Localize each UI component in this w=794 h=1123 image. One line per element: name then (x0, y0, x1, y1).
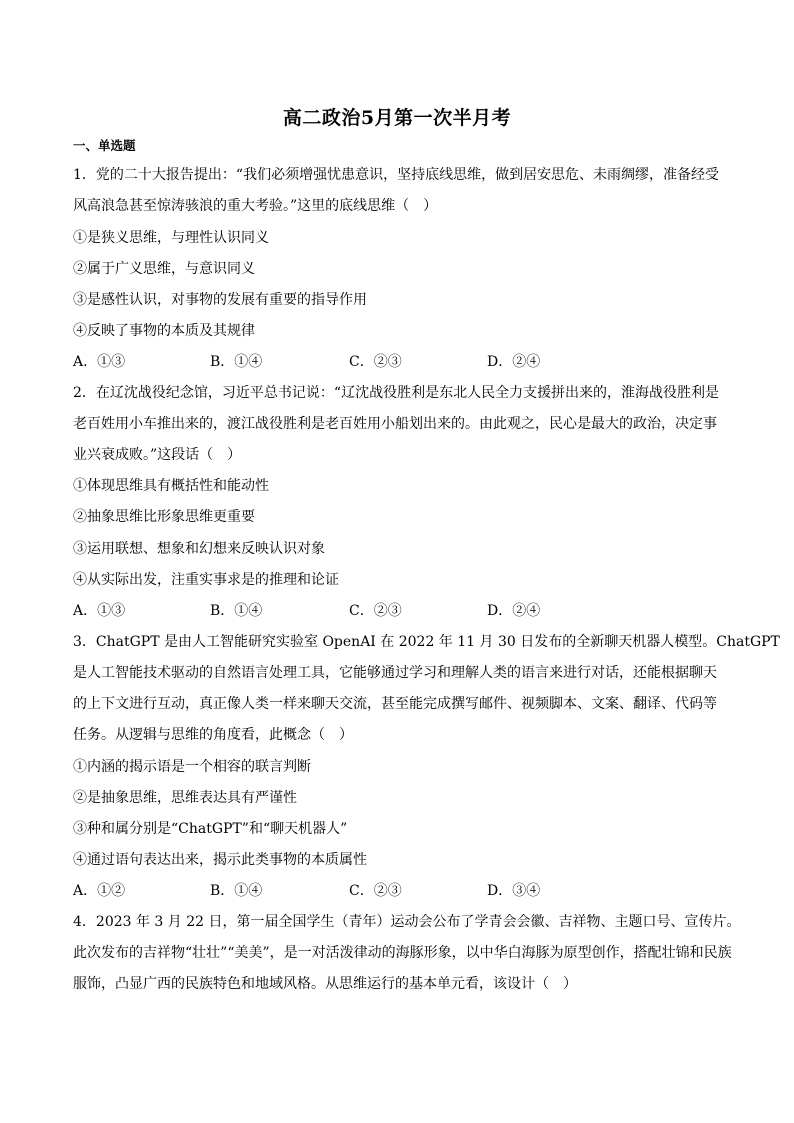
question-3-statement-3: ③种和属分别是“ChatGPT”和“聊天机器人” (73, 821, 348, 837)
option-d: D．③④ (487, 883, 541, 899)
question-4-stem-line-3: 服饰，凸显广西的民族特色和地域风格。从思维运行的基本单元看，该设计（ ） (73, 976, 577, 992)
option-a: A．①③ (73, 603, 126, 619)
option-b: B．①④ (210, 883, 263, 899)
question-4-stem-line-2: 此次发布的吉祥物“壮壮”“美美”，是一对活泼律动的海豚形象，以中华白海豚为原型创作，搭配壮锦和民族 (73, 945, 732, 961)
option-d: D．②④ (487, 603, 541, 619)
option-c: C．②③ (349, 354, 402, 370)
question-3-stem-line-2: 是人工智能技术驱动的自然语言处理工具，它能够通过学习和理解人类的语言来进行对话，还能根据聊天 (73, 665, 717, 681)
question-2-stem-line-1: 2．在辽沈战役纪念馆，习近平总书记说：“辽沈战役胜利是东北人民全力支援拼出来的，淮海战役胜利是 (73, 385, 720, 401)
question-3-stem-line-1: 3．ChatGPT 是由人工智能研究实验室 OpenAI 在 2022 年 11 月 30 日发布的全新聊天机器人模型。ChatGPT (73, 634, 780, 650)
question-3-statement-2: ②是抽象思维，思维表达具有严谨性 (73, 790, 297, 806)
option-c: C．②③ (349, 883, 402, 899)
option-c: C．②③ (349, 603, 402, 619)
question-2-stem-line-2: 老百姓用小车推出来的，渡江战役胜利是老百姓用小船划出来的。由此观之，民心是最大的政治，决定事 (73, 416, 717, 432)
option-d: D．②④ (487, 354, 541, 370)
question-2-stem-line-3: 业兴衰成败。”这段话（ ） (73, 447, 242, 463)
question-3-stem-line-4: 任务。从逻辑与思维的角度看，此概念（ ） (73, 727, 353, 743)
question-3-statement-4: ④通过语句表达出来，揭示此类事物的本质属性 (73, 852, 367, 868)
question-1-statement-1: ①是狭义思维，与理性认识同义 (73, 230, 269, 246)
question-3-options (73, 881, 723, 901)
question-1-stem-line-2: 风高浪急甚至惊涛骇浪的重大考验。”这里的底线思维（ ） (73, 198, 438, 214)
question-2-statement-1: ①体现思维具有概括性和能动性 (73, 478, 269, 494)
question-1-options (73, 352, 723, 372)
question-1-stem-line-1: 1．党的二十大报告提出：“我们必须增强忧患意识，坚持底线思维，做到居安思危、未雨绸缪，准备经受 (73, 167, 720, 183)
question-2-statement-4: ④从实际出发，注重实事求是的推理和论证 (73, 572, 339, 588)
question-1-statement-2: ②属于广义思维，与意识同义 (73, 261, 255, 277)
option-a: A．①③ (73, 354, 126, 370)
option-b: B．①④ (210, 603, 263, 619)
question-3-stem-line-3: 的上下文进行互动，真正像人类一样来聊天交流，甚至能完成撰写邮件、视频脚本、文案、翻译、代码等 (73, 696, 717, 712)
option-b: B．①④ (210, 354, 263, 370)
question-1-statement-3: ③是感性认识，对事物的发展有重要的指导作用 (73, 292, 367, 308)
question-2-options (73, 601, 723, 621)
question-1-statement-4: ④反映了事物的本质及其规律 (73, 323, 255, 339)
section-heading: 一、单选题 (73, 138, 136, 153)
page-title: 高二政治5月第一次半月考 (282, 107, 512, 129)
question-2-statement-2: ②抽象思维比形象思维更重要 (73, 509, 255, 525)
question-2-statement-3: ③运用联想、想象和幻想来反映认识对象 (73, 541, 325, 557)
question-3-statement-1: ①内涵的揭示语是一个相容的联言判断 (73, 759, 311, 775)
option-a: A．①② (73, 883, 126, 899)
question-4-stem-line-1: 4．2023 年 3 月 22 日，第一届全国学生（青年）运动会公布了学青会会徽、吉祥物、主题口号、宣传片。 (73, 914, 741, 930)
